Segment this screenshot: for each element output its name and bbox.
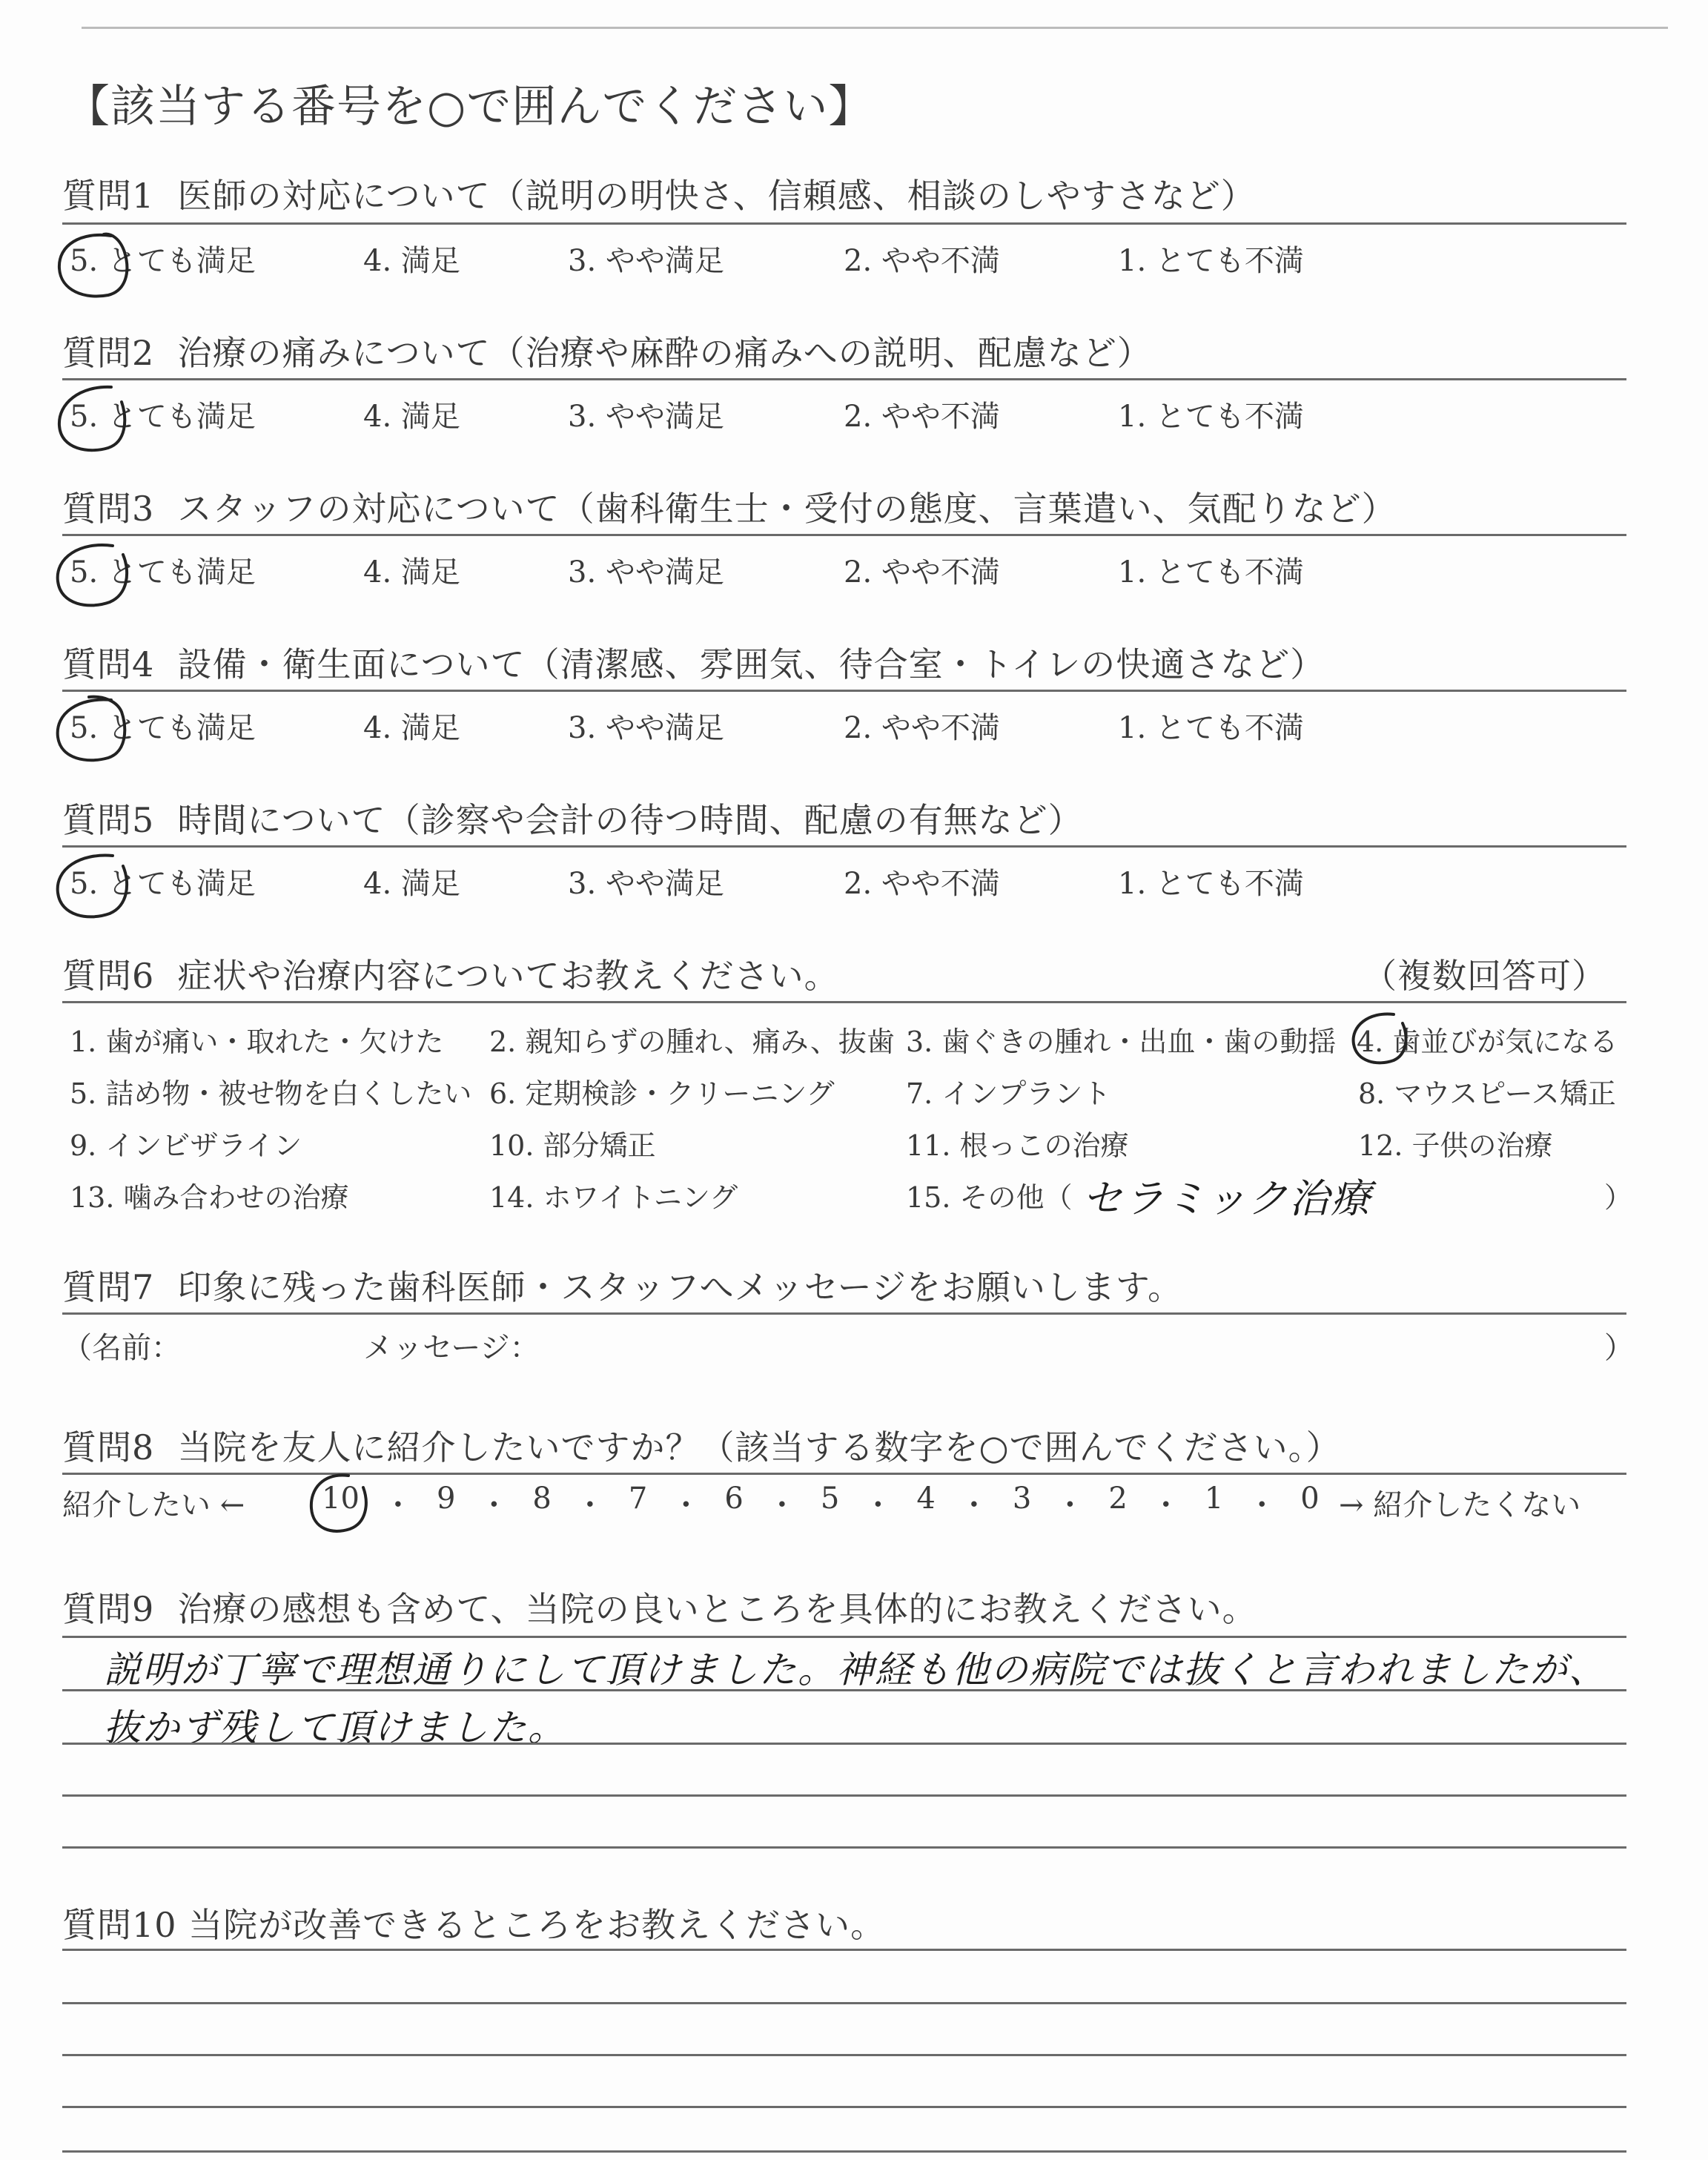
q5-option-5[interactable]: 5. とても満足	[70, 867, 256, 901]
q5-option-1[interactable]: 1. とても不満	[1118, 867, 1304, 901]
q8-scale-5[interactable]: 5	[820, 1482, 840, 1516]
question-2: 質問2 治療の痛みについて（治療や麻酔の痛みへの説明、配慮など）	[62, 333, 1152, 373]
separator: ・	[959, 1488, 989, 1522]
q6-item-1[interactable]: 1. 歯が痛い・取れた・欠けた	[70, 1025, 444, 1058]
question-7: 質問7 印象に残った歯科医師・スタッフへメッセージをお願いします。	[62, 1267, 1183, 1307]
q6-item-4[interactable]: 4. 歯並びが気になる	[1357, 1025, 1618, 1058]
rule	[62, 1689, 1626, 1691]
rule	[62, 1743, 1626, 1745]
rule	[62, 1794, 1626, 1797]
question-10: 質問10 当院が改善できるところをお教えください。	[62, 1905, 886, 1945]
rule	[62, 2106, 1626, 2108]
separator: ・	[383, 1488, 413, 1522]
rule	[62, 378, 1626, 380]
rule	[62, 1312, 1626, 1315]
q8-scale-9[interactable]: 9	[436, 1482, 456, 1516]
q8-scale-3[interactable]: 3	[1012, 1482, 1032, 1516]
rule	[62, 690, 1626, 692]
rule	[62, 1949, 1626, 1951]
q6-item-5[interactable]: 5. 詰め物・被せ物を白くしたい	[70, 1077, 472, 1110]
separator: ・	[1247, 1488, 1277, 1522]
page-title: 【該当する番号を○で囲んでください】	[65, 81, 874, 133]
q6-other-close: ）	[1604, 1181, 1633, 1214]
q6-item-12[interactable]: 12. 子供の治療	[1358, 1129, 1553, 1162]
q5-option-4[interactable]: 4. 満足	[363, 867, 460, 901]
q6-item-7[interactable]: 7. インプラント	[906, 1077, 1111, 1110]
question-6: 質問6 症状や治療内容についてお教えください。	[62, 956, 839, 996]
q8-scale-0[interactable]: 0	[1300, 1482, 1320, 1516]
rule	[62, 845, 1626, 848]
q7-message-label: メッセージ：	[363, 1331, 540, 1365]
q4-option-1[interactable]: 1. とても不満	[1118, 711, 1304, 745]
multiple-answers-note: （複数回答可）	[1363, 956, 1606, 996]
q3-option-3[interactable]: 3. やや満足	[568, 555, 724, 589]
q8-scale-7[interactable]: 7	[628, 1482, 648, 1516]
q8-scale-2[interactable]: 2	[1108, 1482, 1128, 1516]
question-5: 質問5 時間について（診察や会計の待つ時間、配慮の有無など）	[62, 800, 1083, 840]
q5-option-3[interactable]: 3. やや満足	[568, 867, 724, 901]
q4-option-3[interactable]: 3. やや満足	[568, 711, 724, 745]
separator: ・	[575, 1488, 605, 1522]
q8-scale-4[interactable]: 4	[916, 1482, 936, 1516]
question-8: 質問8 当院を友人に紹介したいですか？（該当する数字を○で囲んでください。）	[62, 1427, 1341, 1467]
q2-option-5[interactable]: 5. とても満足	[70, 400, 256, 434]
q3-option-5[interactable]: 5. とても満足	[70, 555, 256, 589]
q9-answer-line-1: 説明が丁寧で理想通りにして頂けました。神経も他の病院では抜くと言われましたが、	[104, 1648, 1607, 1691]
q3-option-1[interactable]: 1. とても不満	[1118, 555, 1304, 589]
q8-right-label: → 紹介したくない	[1339, 1488, 1581, 1522]
separator: ・	[671, 1488, 701, 1522]
q6-item-2[interactable]: 2. 親知らずの腫れ、痛み、抜歯	[489, 1025, 895, 1058]
q8-scale-1[interactable]: 1	[1204, 1482, 1224, 1516]
rule	[62, 534, 1626, 536]
separator: ・	[479, 1488, 509, 1522]
q8-scale	[322, 1482, 1320, 1524]
rule	[62, 1636, 1626, 1638]
separator: ・	[767, 1488, 797, 1522]
q2-option-3[interactable]: 3. やや満足	[568, 400, 724, 434]
rule	[62, 1846, 1626, 1849]
separator: ・	[1055, 1488, 1085, 1522]
q6-item-8[interactable]: 8. マウスピース矯正	[1358, 1077, 1616, 1110]
q6-item-3[interactable]: 3. 歯ぐきの腫れ・出血・歯の動揺	[906, 1025, 1337, 1058]
q6-item-14[interactable]: 14. ホワイトニング	[489, 1181, 738, 1214]
q7-close: ）	[1604, 1331, 1634, 1365]
q5-option-2[interactable]: 2. やや不満	[844, 867, 1000, 901]
q7-name-label: （名前：	[62, 1331, 181, 1365]
rule	[62, 2150, 1626, 2153]
question-4: 質問4 設備・衛生面について（清潔感、雰囲気、待合室・トイレの快適さなど）	[62, 644, 1325, 684]
q8-scale-10[interactable]: 10	[322, 1482, 360, 1516]
q1-option-5[interactable]: 5. とても満足	[70, 244, 256, 278]
q3-option-4[interactable]: 4. 満足	[363, 555, 460, 589]
q8-scale-8[interactable]: 8	[532, 1482, 552, 1516]
q6-item-6[interactable]: 6. 定期検診・クリーニング	[489, 1077, 835, 1110]
q6-other-answer: セラミック治療	[1082, 1175, 1372, 1222]
rule	[62, 2054, 1626, 2056]
q1-option-3[interactable]: 3. やや満足	[568, 244, 724, 278]
q1-option-4[interactable]: 4. 満足	[363, 244, 460, 278]
rule	[62, 1473, 1626, 1475]
question-9: 質問9 治療の感想も含めて、当院の良いところを具体的にお教えください。	[62, 1589, 1257, 1629]
q6-item-15[interactable]: 15. その他（	[906, 1181, 1073, 1214]
q4-option-2[interactable]: 2. やや不満	[844, 711, 1000, 745]
q8-scale-6[interactable]: 6	[724, 1482, 744, 1516]
q6-item-11[interactable]: 11. 根っこの治療	[906, 1129, 1129, 1162]
q6-item-9[interactable]: 9. インビザライン	[70, 1129, 302, 1162]
rule	[62, 222, 1626, 225]
separator: ・	[863, 1488, 893, 1522]
rule	[62, 1001, 1626, 1003]
q3-option-2[interactable]: 2. やや不満	[844, 555, 1000, 589]
rule	[62, 2002, 1626, 2004]
q9-answer-line-2: 抜かず残して頂けました。	[104, 1706, 566, 1749]
q8-left-label: 紹介したい ←	[62, 1488, 245, 1522]
q2-option-1[interactable]: 1. とても不満	[1118, 400, 1304, 434]
q4-option-4[interactable]: 4. 満足	[363, 711, 460, 745]
q6-item-13[interactable]: 13. 噛み合わせの治療	[70, 1181, 349, 1214]
question-1: 質問1 医師の対応について（説明の明快さ、信頼感、相談のしやすさなど）	[62, 176, 1256, 216]
q2-option-2[interactable]: 2. やや不満	[844, 400, 1000, 434]
scan-edge	[82, 0, 1668, 29]
q2-option-4[interactable]: 4. 満足	[363, 400, 460, 434]
q6-item-10[interactable]: 10. 部分矯正	[489, 1129, 656, 1162]
separator: ・	[1151, 1488, 1181, 1522]
q1-option-1[interactable]: 1. とても不満	[1118, 244, 1304, 278]
question-3: 質問3 スタッフの対応について（歯科衛生士・受付の態度、言葉遣い、気配りなど）	[62, 489, 1397, 529]
q4-option-5[interactable]: 5. とても満足	[70, 711, 256, 745]
q1-option-2[interactable]: 2. やや不満	[844, 244, 1000, 278]
